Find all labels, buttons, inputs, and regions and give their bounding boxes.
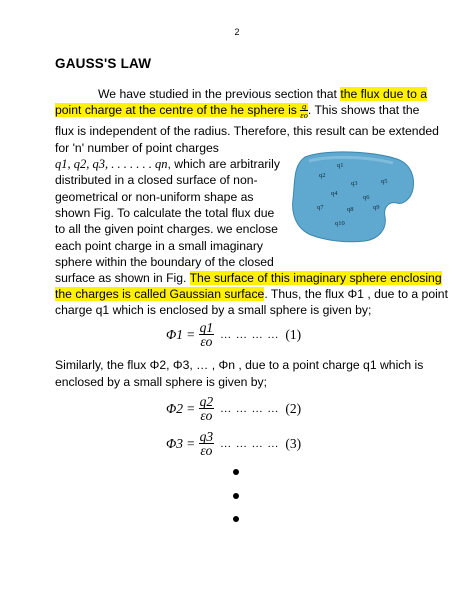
equation-3-lhs: Φ3 [166,436,184,451]
para1-line13-highlight: the charges is called Gaussian surface [55,287,265,301]
para1-line5-text: , which are arbitrarily [167,157,280,171]
para1-line6: distributed in a closed surface of non- [55,173,258,187]
equation-3: Φ3 = $\frac{q3}{\varepsilon o}$ … … … … (3) [166,429,302,458]
inline-fraction-numerator: q [301,101,307,111]
para1-line2-highlight-text: point charge at the centre of the he sphere is [55,103,297,118]
charge-label-5: q5 [381,178,388,185]
equation-2: Φ2 = $\frac{q2}{\varepsilon o}$ … … … … (2) [166,394,302,423]
charge-label-8: q8 [347,206,354,213]
ellipsis-bullet-2 [233,493,239,499]
para2-line2: enclosed by a small sphere is given by; [55,375,268,389]
charge-label-9: q9 [373,204,380,211]
para1-line3: flux is independent of the radius. Therefore, this result can be extended [55,124,439,138]
charge-label-4: q4 [331,190,338,197]
para2-line1: Similarly, the flux Φ2, Φ3, … , Φn , due to a point charge q1 which is [55,358,424,372]
inline-fraction [300,102,308,120]
equation-2-fraction [199,396,215,422]
equation-2-tag: (2) [285,401,302,416]
equation-2-denominator: εo [200,408,213,423]
equation-1-lhs: Φ1 [166,327,184,342]
ellipsis-bullet-1 [233,469,239,475]
para1-line4: for 'n' number of point charges [55,141,219,155]
para1-line8: shown Fig. To calculate the total flux due [55,206,275,220]
equation-1-tag: (1) [285,327,302,342]
para1-line13-text: . Thus, the flux Φ1 , due to a point [264,287,448,301]
inline-fraction-denominator: εo [300,110,308,120]
charge-label-6: q6 [363,194,370,201]
closed-surface-shape [293,152,414,242]
para1-line1 [98,86,427,102]
charges-list-math: q1, q2, q3, . . . . . . . qn [55,157,168,171]
equation-3-dots: … … … … [220,438,280,450]
charge-label-10: q10 [335,220,345,227]
equation-1-numerator: q1 [199,320,214,335]
equation-1: Φ1 = $\frac{q1}{\varepsilon o}$ … … … … (1) [166,320,302,349]
charge-label-3: q3 [351,180,358,187]
para1-line2-text: . This shows that the [307,103,420,118]
para1-line2-highlight [55,101,308,120]
equation-1-dots: … … … … [220,329,280,341]
equation-2-dots: … … … … [220,403,280,415]
equation-1-denominator: εo [200,334,213,349]
para1-line11: sphere within the boundary of the closed [55,255,274,269]
para1-line12-highlight: The surface of this imaginary sphere enclosing [189,271,442,285]
para1-line1-text: We have studied in the previous section that [98,87,341,101]
charge-label-7: q7 [317,204,324,211]
closed-surface-figure [287,147,417,247]
para1-line2 [55,102,419,120]
para1-line12 [55,270,442,286]
para1-line1-highlight: the flux due to a [340,87,428,101]
equation-3-numerator: q3 [199,429,214,444]
para1-line7: geometrical or non-uniform shape as [55,190,254,204]
equation-3-fraction [199,431,215,457]
para1-line14: charge q1 which is enclosed by a small sphere is given by; [55,303,372,317]
para1-line10: each point charge in a small imaginary [55,239,263,253]
para1-line12-text: surface as shown in Fig. [55,271,190,285]
para1-line5 [55,156,280,172]
equation-3-denominator: εo [200,443,213,458]
equation-2-numerator: q2 [199,394,214,409]
ellipsis-bullet-3 [233,516,239,522]
equation-2-lhs: Φ2 [166,401,184,416]
charge-label-1: q1 [337,162,344,169]
page-number: 2 [234,27,240,37]
para1-line9: to all the given point charges. we enclose [55,222,278,236]
para1-line13 [55,286,448,302]
equation-1-fraction [199,322,215,348]
equation-3-tag: (3) [285,436,302,451]
charge-label-2: q2 [319,172,326,179]
section-heading: GAUSS'S LAW [55,56,152,71]
